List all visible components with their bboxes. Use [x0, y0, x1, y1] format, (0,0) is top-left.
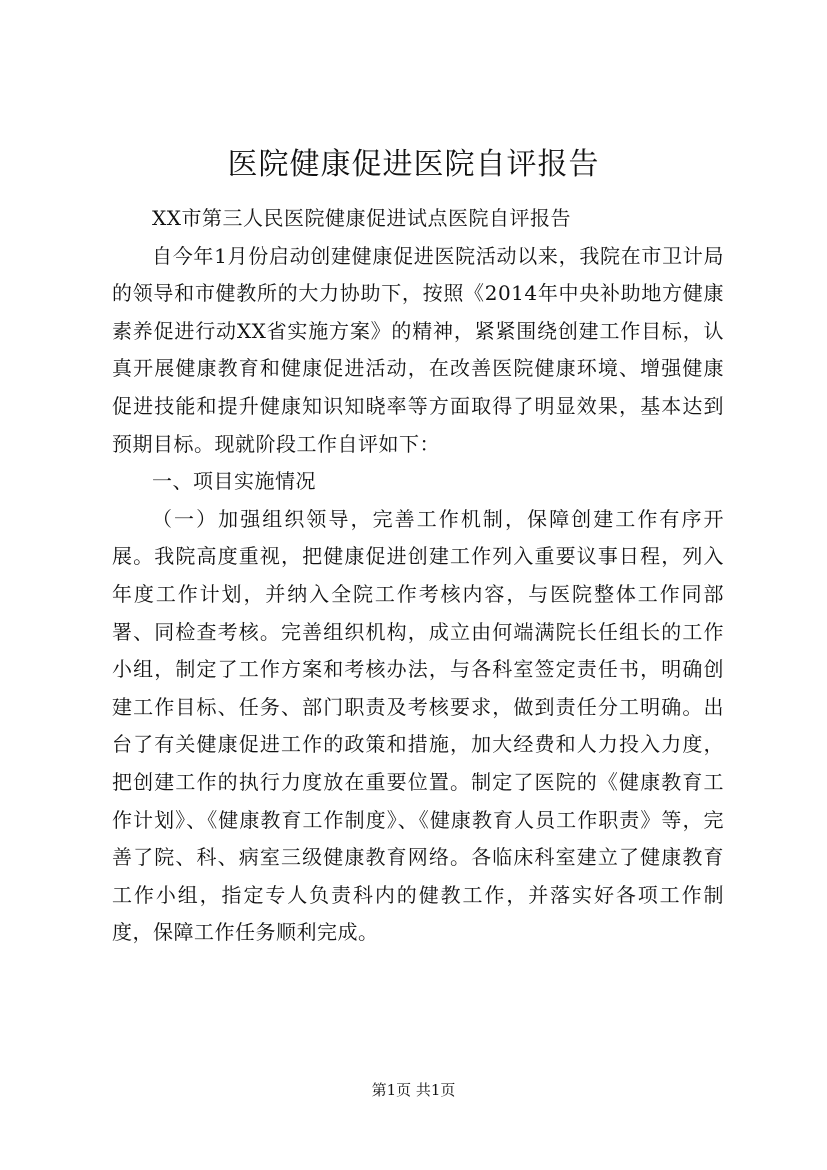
page-footer: 第1页 共1页 [371, 1081, 456, 1099]
section-paragraph: （一）加强组织领导，完善工作机制，保障创建工作有序开展。我院高度重视，把健康促进创建工作列入重要议事日程，列入年度工作计划，并纳入全院工作考核内容，与医院整体工作同部署、同检查考核。完善组织机构，成立由何端满院长任组长的工作小组，制定了工作方案和考核办法，与各科室签定责任书，明确创建工作目标、任务、部门职责及考核要求，做到责任分工明确。出台了有关健康促进工作的政策和措施，加大经费和人力投入力度，把创建工作的执行力度放在重要位置。制定了医院的《健康教育工作计划》、《健康教育工作制度》、《健康教育人员工作职责》等，完善了院、科、病室三级健康教育网络。各临床科室建立了健康教育工作小组，指定专人负责科内的健教工作，并落实好各项工作制度，保障工作任务顺利完成。 [112, 506, 724, 945]
document-body [112, 200, 724, 952]
section-heading: 一、项目实施情况 [152, 469, 316, 494]
intro-paragraph: 自今年1月份启动创建健康促进医院活动以来，我院在市卫计局的领导和市健教所的大力协助下，按照《2014年中央补助地方健康素养促进行动XX省实施方案》的精神，紧紧围绕创建工作目标，认真开展健康教育和健康促进活动，在改善医院健康环境、增强健康促进技能和提升健康知识知晓率等方面取得了明显效果，基本达到预期目标。现就阶段工作自评如下： [112, 243, 724, 456]
document-title: 医院健康促进医院自评报告 [227, 147, 600, 182]
subtitle-paragraph: XX市第三人民医院健康促进试点医院自评报告 [152, 206, 571, 230]
